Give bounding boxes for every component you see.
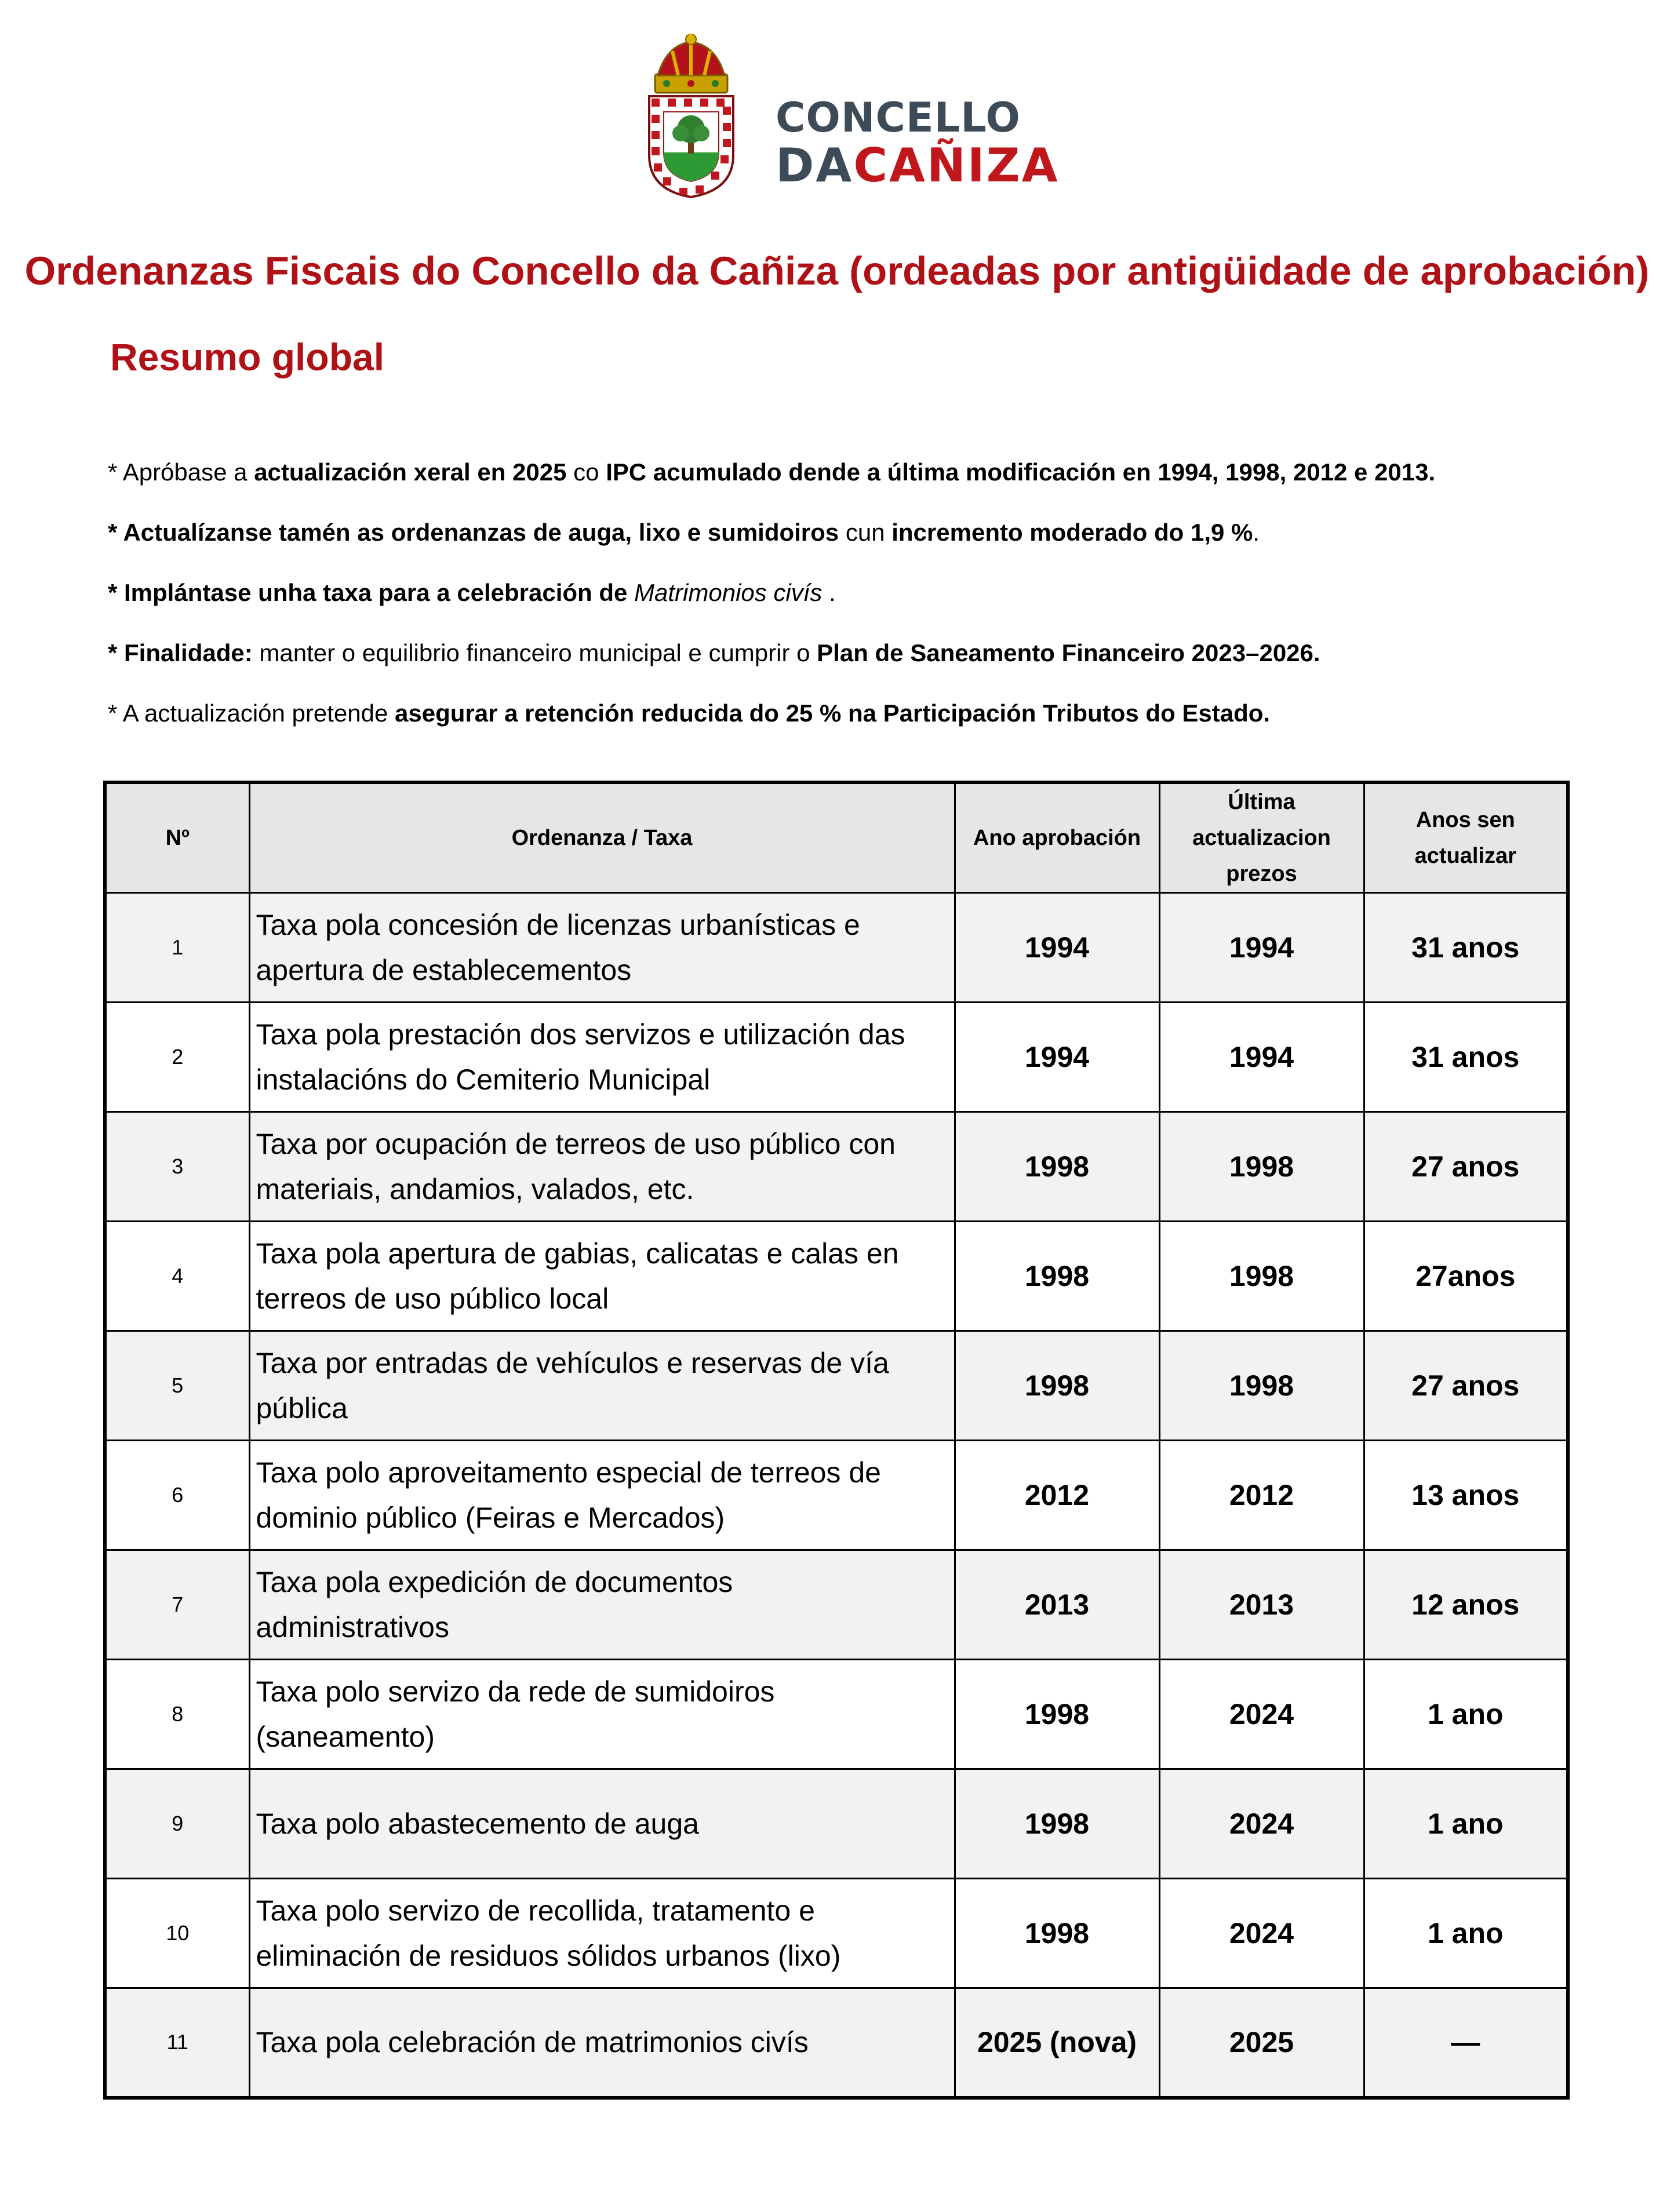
note-bold: * Implántase unha taxa para a celebración de <box>108 579 635 606</box>
cell-last-update: 1998 <box>1159 1331 1364 1441</box>
cell-ordinance <box>249 1879 955 1988</box>
header-number: Nº <box>105 782 249 893</box>
cell-last-update: 2024 <box>1159 1769 1364 1879</box>
cell-years: 13 anos <box>1364 1441 1568 1550</box>
cell-last-update: 2024 <box>1159 1879 1364 1988</box>
cell-number: 11 <box>105 1988 249 2098</box>
note-1 <box>108 458 1580 487</box>
ordinances-table <box>103 781 1570 2100</box>
cell-number: 5 <box>105 1331 249 1441</box>
table-row <box>105 1550 1568 1660</box>
cell-approval-year: 1998 <box>955 1112 1159 1222</box>
cell-approval-year: 1998 <box>955 1879 1159 1988</box>
note-text: . <box>1253 519 1260 546</box>
ordinance-line: materiais, andamios, valados, etc. <box>256 1173 694 1205</box>
cell-number: 4 <box>105 1222 249 1331</box>
cell-years: 27 anos <box>1364 1331 1568 1441</box>
cell-years: 1 ano <box>1364 1769 1568 1879</box>
table-row <box>105 893 1568 1003</box>
table-row <box>105 1441 1568 1550</box>
ordinance-line: terreos de uso público local <box>256 1282 609 1315</box>
header-years-without-update <box>1364 782 1568 893</box>
note-text: cun <box>839 519 892 546</box>
note-text: * A actualización pretende <box>108 699 395 727</box>
ordinance-line: Taxa pola prestación dos servizos e utilización das <box>256 1018 905 1051</box>
header-ordinance: Ordenanza / Taxa <box>249 782 955 893</box>
cell-number: 8 <box>105 1660 249 1769</box>
cell-number: 2 <box>105 1003 249 1112</box>
cell-number: 6 <box>105 1441 249 1550</box>
cell-ordinance <box>249 1112 955 1222</box>
cell-number: 9 <box>105 1769 249 1879</box>
cell-last-update: 2012 <box>1159 1441 1364 1550</box>
cell-approval-year: 1998 <box>955 1660 1159 1769</box>
ordinance-line: Taxa pola expedición de documentos <box>256 1566 733 1598</box>
logo-wordmark <box>776 94 1060 192</box>
summary-notes <box>108 458 1580 759</box>
table-row <box>105 1879 1568 1988</box>
ordinance-line: Taxa pola apertura de gabias, calicatas e calas en <box>256 1237 899 1270</box>
cell-approval-year: 1998 <box>955 1222 1159 1331</box>
table-row <box>105 1988 1568 2098</box>
table-header-row <box>105 782 1568 893</box>
ordinance-line: eliminación de residuos sólidos urbanos (lixo) <box>256 1940 841 1972</box>
note-2 <box>108 518 1580 547</box>
ordinance-line: (saneamento) <box>256 1721 435 1753</box>
cell-years: 31 anos <box>1364 893 1568 1003</box>
logo-line-concello: CONCELLO <box>776 94 1021 141</box>
note-bold: * Actualízanse tamén as ordenanzas de auga, lixo e sumidoiros <box>108 519 839 546</box>
cell-ordinance <box>249 893 955 1003</box>
coat-of-arms-icon <box>638 34 745 199</box>
cell-approval-year: 1998 <box>955 1331 1159 1441</box>
section-title: Resumo global <box>110 336 385 378</box>
document-title: Ordenanzas Fiscais do Concello da Cañiza (ordeadas por antigüidade de aprobación) <box>24 249 1650 293</box>
ordinance-line: instalacións do Cemiterio Municipal <box>256 1063 711 1096</box>
ordinance-line: Taxa por entradas de vehículos e reservas de vía <box>256 1347 889 1379</box>
cell-number: 7 <box>105 1550 249 1660</box>
cell-last-update: 1994 <box>1159 1003 1364 1112</box>
cell-ordinance <box>249 1222 955 1331</box>
ordinance-line: dominio público (Feiras e Mercados) <box>256 1502 725 1534</box>
table-row <box>105 1331 1568 1441</box>
ordinance-line: Taxa polo aproveitamento especial de terreos de <box>256 1456 881 1489</box>
cell-approval-year: 1998 <box>955 1769 1159 1879</box>
logo-line-place <box>776 139 1060 192</box>
cell-years: 12 anos <box>1364 1550 1568 1660</box>
cell-ordinance: Taxa polo abastecemento de auga <box>249 1769 955 1879</box>
cell-years: 1 ano <box>1364 1879 1568 1988</box>
ordinance-line: apertura de establecementos <box>256 954 632 986</box>
cell-last-update: 1998 <box>1159 1222 1364 1331</box>
ordinance-line: pública <box>256 1392 348 1424</box>
header-last-update-line: Última <box>1228 790 1295 814</box>
concello-logo <box>638 34 1060 202</box>
table-row <box>105 1003 1568 1112</box>
note-italic: Matrimonios civís <box>634 579 823 606</box>
header-approval-year: Ano aprobación <box>955 782 1159 893</box>
cell-years: 27anos <box>1364 1222 1568 1331</box>
logo-place-name: CAÑIZA <box>853 139 1060 192</box>
note-text: manter o equilibrio financeiro municipal e cumprir o <box>252 639 817 666</box>
cell-ordinance <box>249 1660 955 1769</box>
note-5 <box>108 699 1580 728</box>
cell-last-update: 2013 <box>1159 1550 1364 1660</box>
note-bold: actualización xeral en 2025 <box>254 458 567 486</box>
header-last-update-line: prezos <box>1226 862 1297 886</box>
header-last-update <box>1159 782 1364 893</box>
cell-ordinance <box>249 1331 955 1441</box>
cell-last-update: 2025 <box>1159 1988 1364 2098</box>
note-text: co <box>566 458 606 486</box>
cell-last-update: 2024 <box>1159 1660 1364 1769</box>
cell-ordinance: Taxa pola celebración de matrimonios civís <box>249 1988 955 2098</box>
cell-last-update: 1998 <box>1159 1112 1364 1222</box>
cell-ordinance <box>249 1441 955 1550</box>
note-bold: IPC acumulado dende a última modificación en 1994, 1998, 2012 e 2013. <box>606 458 1436 486</box>
table-row <box>105 1112 1568 1222</box>
table-row <box>105 1222 1568 1331</box>
cell-ordinance <box>249 1003 955 1112</box>
note-bold: incremento moderado do 1,9 % <box>891 519 1253 546</box>
header-years-line: actualizar <box>1414 844 1516 868</box>
note-text: * Apróbase a <box>108 458 254 486</box>
ordinance-line: Taxa pola concesión de licenzas urbanísticas e <box>256 909 860 941</box>
table-row <box>105 1660 1568 1769</box>
cell-approval-year: 1994 <box>955 893 1159 1003</box>
cell-ordinance <box>249 1550 955 1660</box>
note-bold: asegurar a retención reducida do 25 % na Participación Tributos do Estado. <box>395 699 1271 727</box>
note-text: . <box>822 579 836 606</box>
cell-approval-year: 2012 <box>955 1441 1159 1550</box>
note-3 <box>108 578 1580 607</box>
note-bold: Plan de Saneamento Financeiro 2023–2026. <box>817 639 1320 666</box>
note-4 <box>108 639 1580 668</box>
cell-number: 1 <box>105 893 249 1003</box>
header-last-update-line: actualizacion <box>1192 826 1331 850</box>
header-years-line: Anos sen <box>1415 808 1515 832</box>
cell-years: 31 anos <box>1364 1003 1568 1112</box>
ordinance-line: Taxa por ocupación de terreos de uso público con <box>256 1128 896 1160</box>
cell-years: 1 ano <box>1364 1660 1568 1769</box>
cell-years: — <box>1364 1988 1568 2098</box>
cell-last-update: 1994 <box>1159 893 1364 1003</box>
cell-number: 10 <box>105 1879 249 1988</box>
cell-approval-year: 2013 <box>955 1550 1159 1660</box>
cell-approval-year: 2025 (nova) <box>955 1988 1159 2098</box>
cell-number: 3 <box>105 1112 249 1222</box>
note-bold: * Finalidade: <box>108 639 253 666</box>
ordinance-line: Taxa polo servizo de recollida, tratamento e <box>256 1894 815 1927</box>
cell-approval-year: 1994 <box>955 1003 1159 1112</box>
cell-years: 27 anos <box>1364 1112 1568 1222</box>
logo-prefix: DA <box>776 139 854 192</box>
ordinance-line: Taxa polo servizo da rede de sumidoiros <box>256 1675 775 1708</box>
table-row <box>105 1769 1568 1879</box>
ordinance-line: administrativos <box>256 1611 449 1643</box>
